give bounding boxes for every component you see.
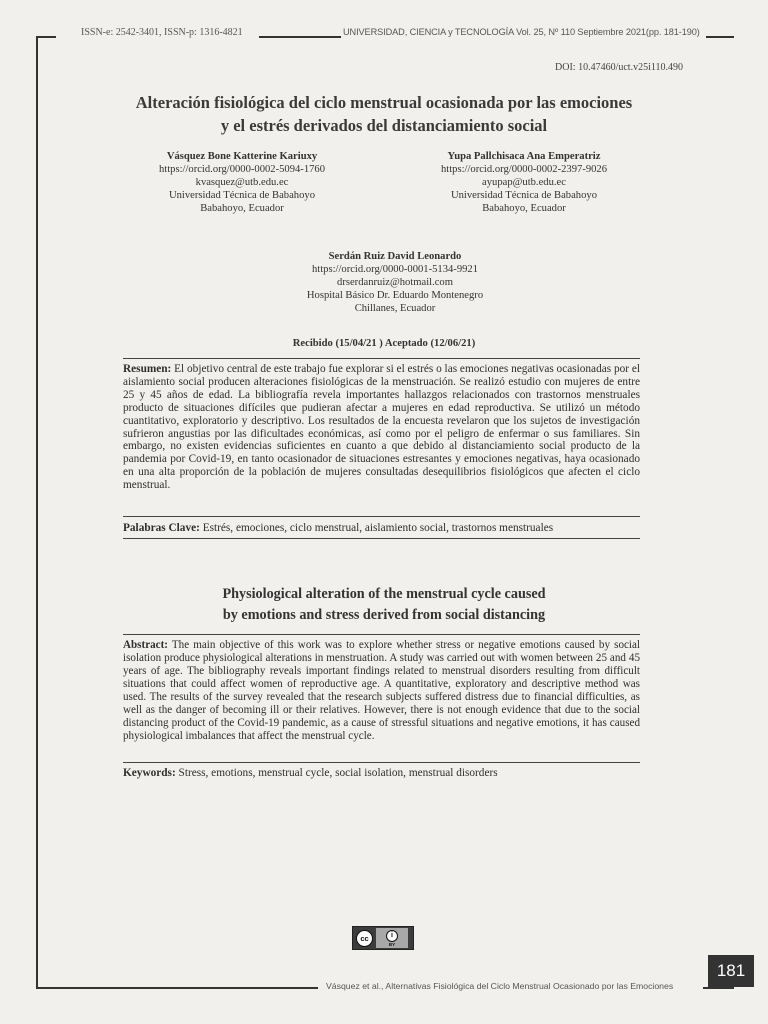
author-institution: Hospital Básico Dr. Eduardo Montenegro xyxy=(306,290,484,301)
header-issn: ISSN-e: 2542-3401, ISSN-p: 1316-4821 xyxy=(81,27,243,38)
author-institution: Universidad Técnica de Babahoyo xyxy=(168,190,315,201)
resumen-paragraph xyxy=(123,363,640,492)
author-orcid: https://orcid.org/0000-0001-5134-9921 xyxy=(311,264,479,275)
author-orcid: https://orcid.org/0000-0002-5094-1760 xyxy=(158,164,326,175)
author-email: kvasquez@utb.edu.ec xyxy=(195,177,289,188)
creative-commons-by-icon[interactable] xyxy=(352,926,414,950)
palabras-clave-label: Palabras Clave: xyxy=(123,522,200,534)
palabras-clave-paragraph xyxy=(123,522,640,535)
doi: DOI: 10.47460/uct.v25i110.490 xyxy=(555,62,683,73)
header-journal-citation: UNIVERSIDAD, CIENCIA y TECNOLOGÍA Vol. 25, Nº 110 Septiembre 2021(pp. 181-190) xyxy=(343,27,700,37)
received-accepted-dates: Recibido (15/04/21 ) Aceptado (12/06/21) xyxy=(292,338,476,349)
divider xyxy=(123,762,640,763)
abstract-paragraph xyxy=(123,639,640,743)
divider xyxy=(123,358,640,359)
frame-line-top-left xyxy=(36,36,56,38)
abstract-label: Abstract: xyxy=(123,639,168,651)
author-email: drserdanruiz@hotmail.com xyxy=(337,277,453,288)
author-name: Serdán Ruiz David Leonardo xyxy=(328,251,462,262)
keywords-text: Stress, emotions, menstrual cycle, social isolation, menstrual disorders xyxy=(175,767,498,779)
author-location: Babahoyo, Ecuador xyxy=(482,203,566,214)
english-title-line-1: Physiological alteration of the menstrual cycle caused xyxy=(222,586,546,602)
author-orcid: https://orcid.org/0000-0002-2397-9026 xyxy=(440,164,608,175)
frame-line-bottom-left xyxy=(36,987,318,989)
author-block-2 xyxy=(394,150,654,215)
footer-running-title: Vásquez et al., Alternativas Fisiológica del Ciclo Menstrual Ocasionado por las Emociones xyxy=(326,981,674,991)
divider xyxy=(123,634,640,635)
author-location: Babahoyo, Ecuador xyxy=(200,203,284,214)
author-location: Chillanes, Ecuador xyxy=(354,303,436,314)
article-title xyxy=(100,91,668,137)
page-number: 181 xyxy=(708,955,754,987)
frame-line-top-right xyxy=(706,36,734,38)
person-icon: i xyxy=(386,930,398,942)
author-block-3 xyxy=(265,250,525,315)
resumen-text: El objetivo central de este trabajo fue explorar si el estrés o las emociones negativas ocasionadas por el aislamiento social producen alteraciones fisiológicas de la menstruación. Se realizó estudio con mujeres de entre 25 y 45 años de edad. La bibliografía revela importantes hallazgos relacionados con trastornos menstruales producto de situaciones difíciles que pudieran afectar a mujeres en edad reproductiva. Se utilizó un método cuantitativo, exploratorio y descriptivo. Los resultados de la encuesta revelaron que los sujetos de investigación sufrieron angustias por las dificultades económicas, así como por el peligro de enfermar o sus familiares. Sin embargo, no existen evidencias suficientes en cuanto a que debido al distanciamiento social producto de la pandemia por Covid-19, en tanto ocasionador de situaciones estresantes y emociones negativas, haya ocasionado en una alta proporción de la población de mujeres consultadas desequilibrios fisiológicos que afecten el ciclo menstrual. xyxy=(123,363,640,492)
frame-line-bottom-right xyxy=(703,987,734,989)
by-label: BY xyxy=(388,941,396,947)
divider xyxy=(123,516,640,517)
author-name: Yupa Pallchisaca Ana Emperatriz xyxy=(447,151,601,162)
frame-line-top-middle xyxy=(259,36,341,38)
author-institution: Universidad Técnica de Babahoyo xyxy=(450,190,597,201)
keywords-label: Keywords: xyxy=(123,767,176,779)
resumen-label: Resumen: xyxy=(123,363,172,375)
article-title-line-1: Alteración fisiológica del ciclo menstrual ocasionada por las emociones xyxy=(135,93,633,112)
english-title-line-2: by emotions and stress derived from social distancing xyxy=(222,607,546,623)
author-block-1 xyxy=(112,150,372,215)
abstract-text: The main objective of this work was to explore whether stress or negative emotions caused by social isolation produce physiological alterations in menstruation. A study was carried out with women between 25 and 45 years of age. The bibliography reveals important findings related to menstrual disorders resulting from difficult situations that could affect women of reproductive age. A quantitative, exploratory and descriptive method was used. The results of the survey revealed that the research subjects suffered distress due to financial difficulties, as well as the danger of becoming ill or their relatives. However, there is not enough evidence that due to the social distancing product of the Covid-19 pandemic, as a cause of stressful situations and negative emotions, it has caused physiological imbalances that affect the menstrual cycle. xyxy=(123,639,640,742)
frame-line-left xyxy=(36,36,38,989)
article-title-line-2: y el estrés derivados del distanciamiento social xyxy=(220,116,548,135)
author-email: ayupap@utb.edu.ec xyxy=(482,177,566,188)
cc-icon: cc xyxy=(356,930,373,947)
divider xyxy=(123,538,640,539)
author-name: Vásquez Bone Katterine Kariuxy xyxy=(166,151,318,162)
keywords-paragraph xyxy=(123,767,640,780)
english-title xyxy=(150,584,618,626)
by-attribution xyxy=(376,928,408,948)
palabras-clave-text: Estrés, emociones, ciclo menstrual, aislamiento social, trastornos menstruales xyxy=(199,522,554,534)
